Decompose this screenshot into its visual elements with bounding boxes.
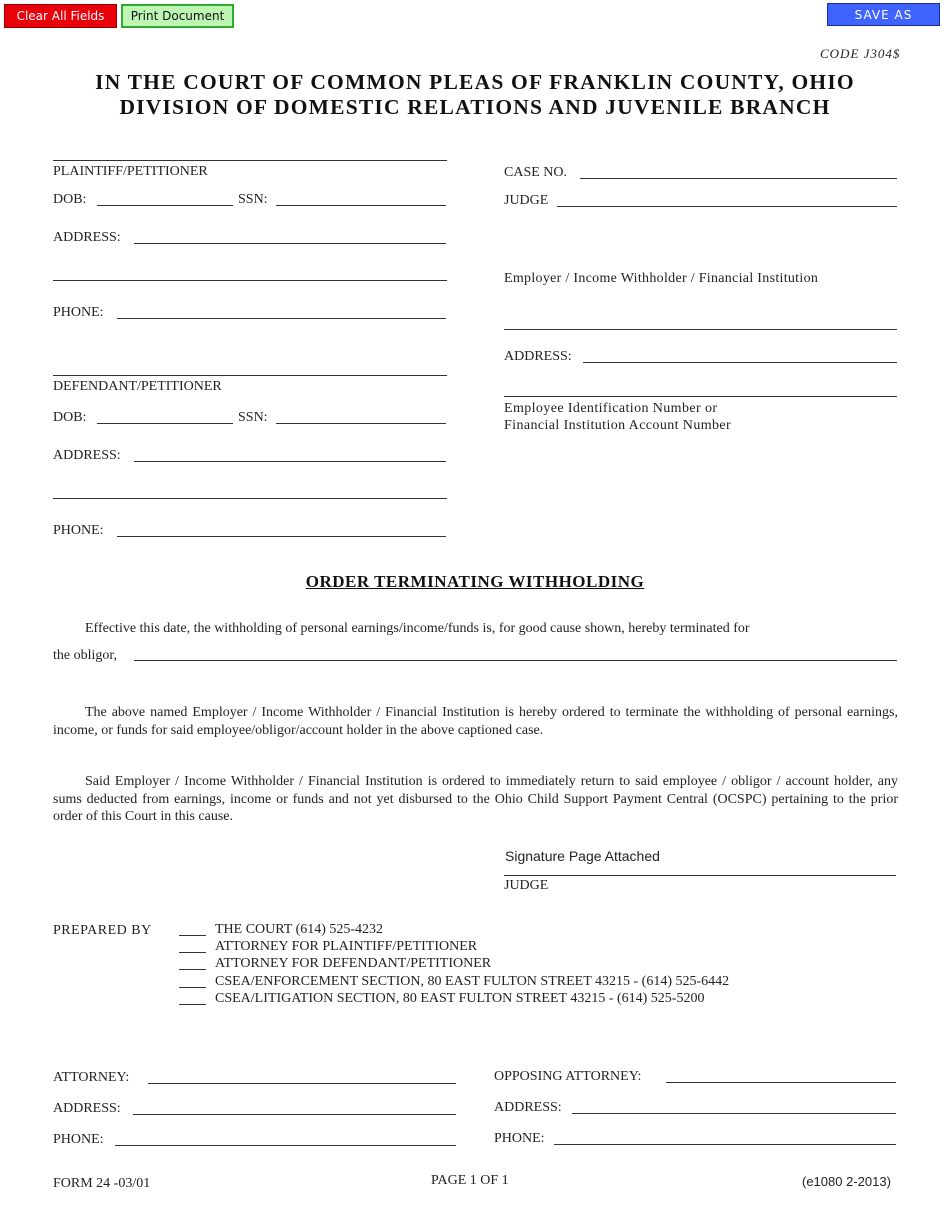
employer-address-line-2 xyxy=(504,396,897,397)
signature-page-note: Signature Page Attached xyxy=(505,848,660,864)
division-title: DIVISION OF DOMESTIC RELATIONS AND JUVENILE BRANCH xyxy=(119,95,831,119)
plaintiff-dob-input[interactable] xyxy=(97,189,233,204)
order-paragraph-1: Effective this date, the withholding of personal earnings/income/funds is, for good cause shown, hereby terminated for xyxy=(85,621,750,636)
employer-address-input-2[interactable] xyxy=(504,380,897,395)
attorney-line xyxy=(148,1083,456,1084)
attorney-address-input[interactable] xyxy=(133,1098,456,1113)
plaintiff-phone-input[interactable] xyxy=(117,302,446,317)
attorney-label: ATTORNEY: xyxy=(53,1070,130,1085)
opposing-phone-input[interactable] xyxy=(554,1128,896,1143)
defendant-name-line xyxy=(53,375,447,376)
defendant-address-input-2[interactable] xyxy=(53,482,447,497)
plaintiff-address-input-2[interactable] xyxy=(53,264,447,279)
defendant-title: DEFENDANT/PETITIONER xyxy=(53,379,222,394)
plaintiff-address-input[interactable] xyxy=(134,227,446,242)
employer-title: Employer / Income Withholder / Financial Institution xyxy=(504,271,819,286)
obligor-line xyxy=(134,660,897,661)
prepared-option-enforcement: CSEA/ENFORCEMENT SECTION, 80 EAST FULTON STREET 43215 - (614) 525-6442 xyxy=(215,974,730,989)
opposing-attorney-input[interactable] xyxy=(666,1066,896,1081)
prepared-option-litigation: CSEA/LITIGATION SECTION, 80 EAST FULTON STREET 43215 - (614) 525-5200 xyxy=(215,991,705,1006)
signature-line xyxy=(504,875,896,876)
plaintiff-ssn-input[interactable] xyxy=(276,189,446,204)
save-as-button[interactable]: SAVE AS xyxy=(827,3,940,26)
plaintiff-name-input[interactable] xyxy=(53,143,447,159)
plaintiff-address-line-2 xyxy=(53,280,447,281)
plaintiff-address-line xyxy=(134,243,446,244)
case-no-label: CASE NO. xyxy=(504,165,568,180)
order-heading: ORDER TERMINATING WITHHOLDING xyxy=(305,572,645,591)
opposing-phone-label: PHONE: xyxy=(494,1131,545,1146)
plaintiff-ssn-label: SSN: xyxy=(238,192,268,207)
form-number: FORM 24 -03/01 xyxy=(53,1176,151,1191)
form-code: CODE J304$ xyxy=(820,46,901,61)
employer-address-line xyxy=(583,362,897,363)
case-no-input[interactable] xyxy=(580,162,897,177)
plaintiff-address-label: ADDRESS: xyxy=(53,230,121,245)
page-number: PAGE 1 OF 1 xyxy=(431,1173,509,1188)
defendant-dob-input[interactable] xyxy=(97,407,233,422)
attorney-input[interactable] xyxy=(148,1067,456,1082)
defendant-phone-input[interactable] xyxy=(117,520,446,535)
plaintiff-dob-label: DOB: xyxy=(53,192,87,207)
plaintiff-name-line xyxy=(53,160,447,161)
judge-label: JUDGE xyxy=(504,193,549,208)
prepared-option-court: THE COURT (614) 525-4232 xyxy=(215,922,384,937)
prepared-option-plaintiff-attorney: ATTORNEY FOR PLAINTIFF/PETITIONER xyxy=(215,939,478,954)
prepared-check-enforcement[interactable] xyxy=(179,987,206,988)
defendant-ssn-label: SSN: xyxy=(238,410,268,425)
order-paragraph-3: Said Employer / Income Withholder / Financial Institution is ordered to immediately return to said employee / obligor / account holder, any sums deducted from earnings, income or funds and not yet disbursed to the Ohio Child Support Payment Central (OCSPC) pertaining to the prior order of this Court in this cause. xyxy=(53,774,898,824)
judge-line xyxy=(557,206,897,207)
attorney-address-line xyxy=(133,1114,456,1115)
case-no-line xyxy=(580,178,897,179)
defendant-phone-line xyxy=(117,536,446,537)
employer-address-label: ADDRESS: xyxy=(504,349,572,364)
plaintiff-phone-label: PHONE: xyxy=(53,305,104,320)
defendant-ssn-line xyxy=(276,423,446,424)
prepared-check-plaintiff-attorney[interactable] xyxy=(179,952,206,953)
defendant-dob-line xyxy=(97,423,233,424)
ein-label-line2: Financial Institution Account Number xyxy=(504,418,732,433)
plaintiff-phone-line xyxy=(117,318,446,319)
prepared-check-defendant-attorney[interactable] xyxy=(179,969,206,970)
employer-name-input[interactable] xyxy=(504,313,897,328)
prepared-option-defendant-attorney: ATTORNEY FOR DEFENDANT/PETITIONER xyxy=(215,956,492,971)
defendant-dob-label: DOB: xyxy=(53,410,87,425)
employer-address-input[interactable] xyxy=(583,346,897,361)
ein-label-line1: Employee Identification Number or xyxy=(504,401,718,416)
attorney-address-label: ADDRESS: xyxy=(53,1101,121,1116)
signature-judge-label: JUDGE xyxy=(504,878,549,893)
plaintiff-dob-line xyxy=(97,205,233,206)
defendant-name-input[interactable] xyxy=(53,358,447,374)
revision-code: (e1080 2-2013) xyxy=(802,1174,891,1189)
defendant-address-input[interactable] xyxy=(134,445,446,460)
defendant-address-line-2 xyxy=(53,498,447,499)
prepared-check-court[interactable] xyxy=(179,935,206,936)
defendant-phone-label: PHONE: xyxy=(53,523,104,538)
defendant-address-label: ADDRESS: xyxy=(53,448,121,463)
order-paragraph-2: The above named Employer / Income Withholder / Financial Institution is hereby ordered to terminate the withholding of personal earnings, income, or funds for said employee/obligor/account holder in the above captioned case. xyxy=(53,705,898,738)
opposing-phone-line xyxy=(554,1144,896,1145)
opposing-attorney-line xyxy=(666,1082,896,1083)
print-document-button[interactable]: Print Document xyxy=(121,4,234,28)
plaintiff-title: PLAINTIFF/PETITIONER xyxy=(53,164,208,179)
defendant-ssn-input[interactable] xyxy=(276,407,446,422)
attorney-phone-line xyxy=(115,1145,456,1146)
attorney-phone-input[interactable] xyxy=(115,1129,456,1144)
opposing-address-input[interactable] xyxy=(572,1097,896,1112)
attorney-phone-label: PHONE: xyxy=(53,1132,104,1147)
opposing-address-label: ADDRESS: xyxy=(494,1100,562,1115)
prepared-by-label: PREPARED BY xyxy=(53,923,152,938)
clear-all-fields-button[interactable]: Clear All Fields xyxy=(4,4,117,28)
employer-name-line xyxy=(504,329,897,330)
obligor-input[interactable] xyxy=(134,644,897,659)
court-title: IN THE COURT OF COMMON PLEAS OF FRANKLIN COUNTY, OHIO xyxy=(95,70,855,94)
opposing-address-line xyxy=(572,1113,896,1114)
judge-input[interactable] xyxy=(557,190,897,205)
prepared-check-litigation[interactable] xyxy=(179,1004,206,1005)
opposing-attorney-label: OPPOSING ATTORNEY: xyxy=(494,1069,642,1084)
plaintiff-ssn-line xyxy=(276,205,446,206)
defendant-address-line xyxy=(134,461,446,462)
obligor-label: the obligor, xyxy=(53,648,117,663)
